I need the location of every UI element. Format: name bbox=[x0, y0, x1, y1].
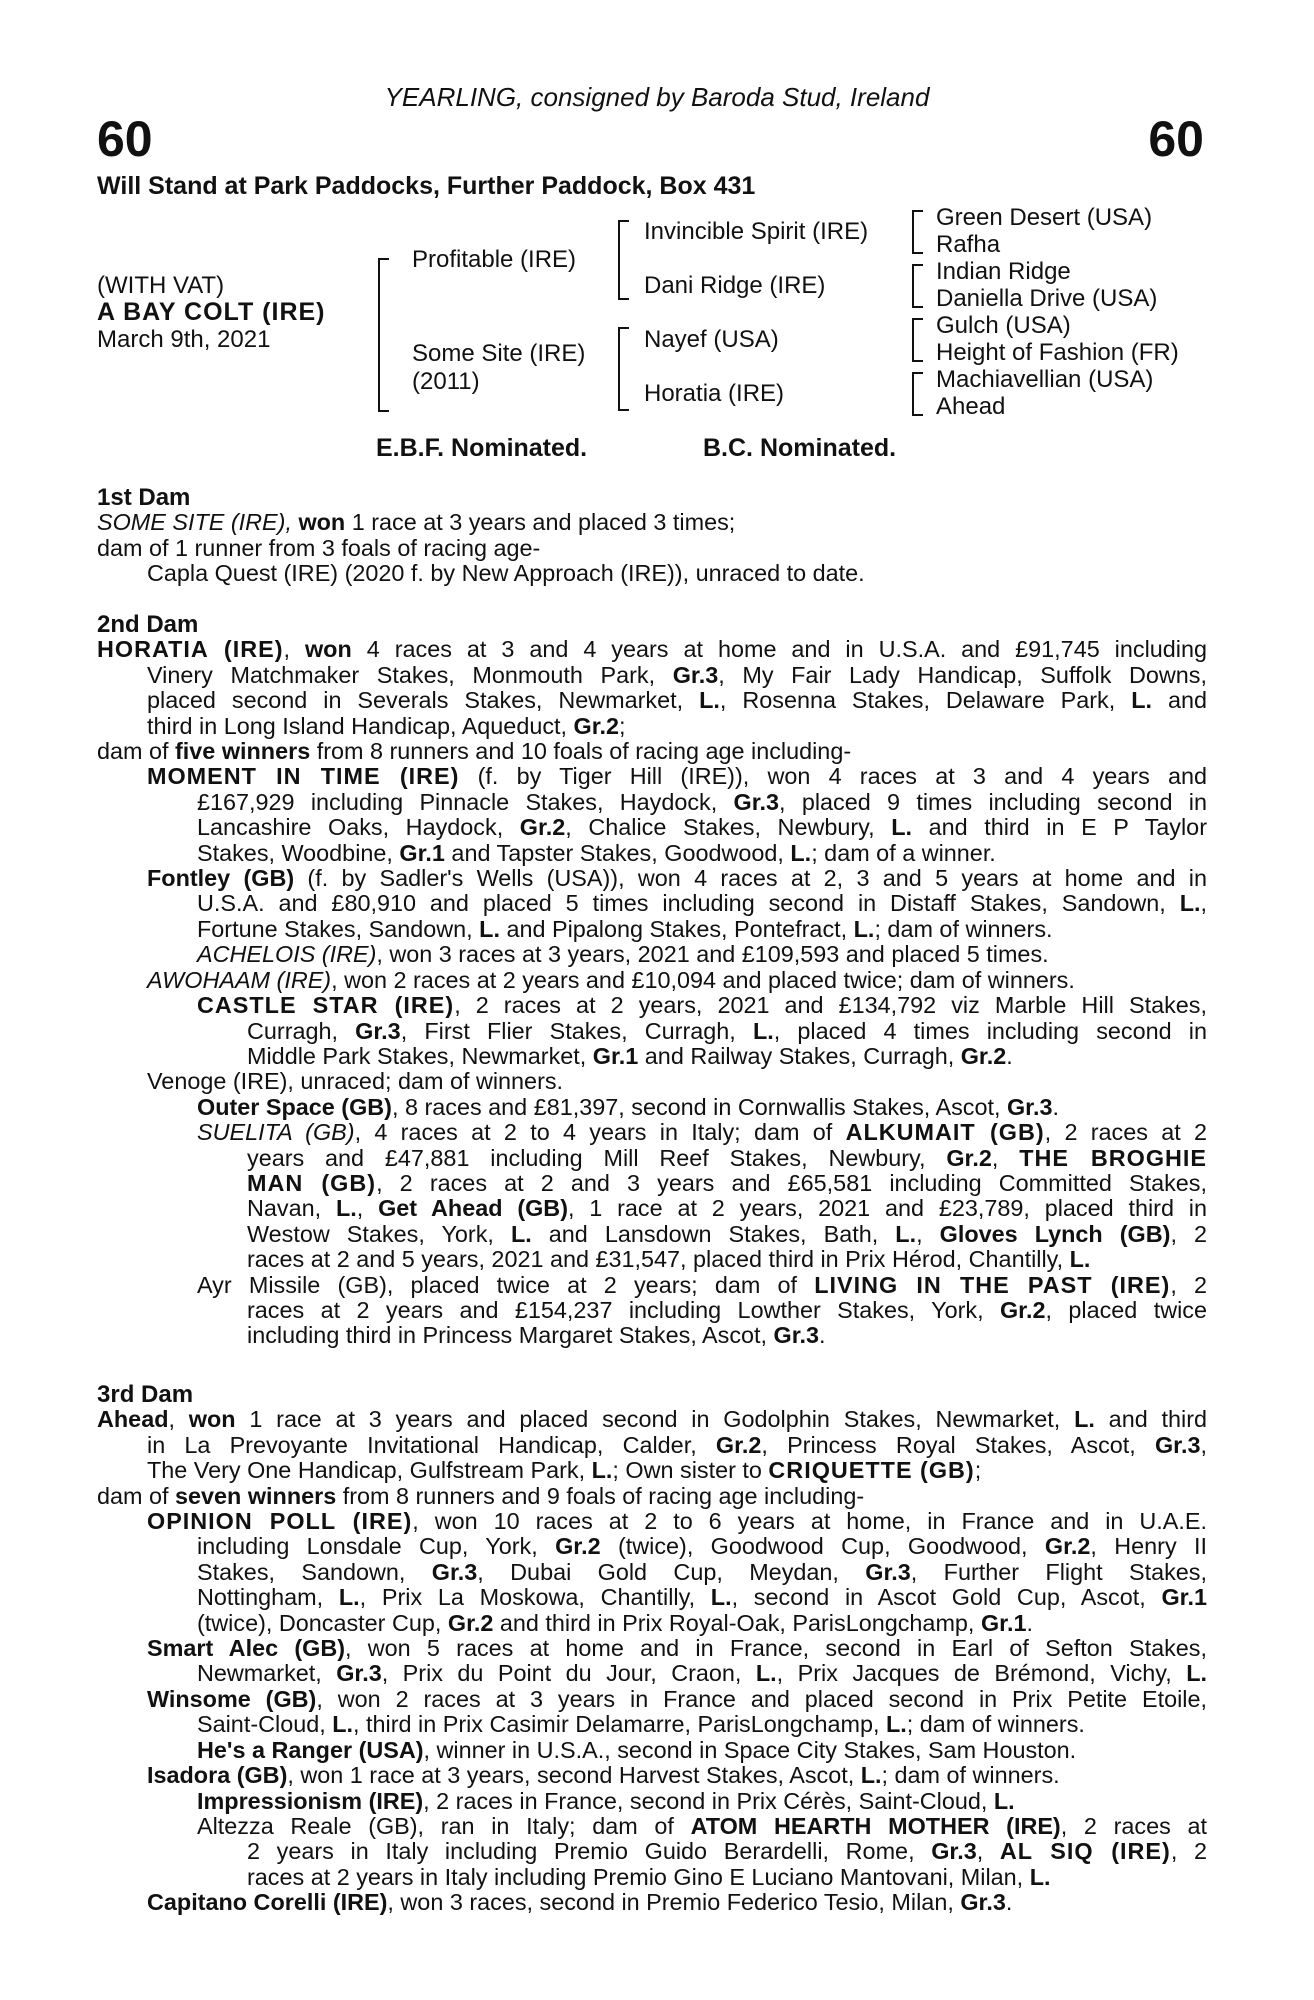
third-dam-line: Capitano Corelli (IRE), won 3 races, second in Premio Federico Tesio, Milan, Gr.3. bbox=[147, 1889, 1013, 1916]
lot-number-right: 60 bbox=[1148, 111, 1204, 167]
second-dam-line: Ayr Missile (GB), placed twice at 2 years; dam of LIVING IN THE PAST (IRE), 2 bbox=[197, 1271, 1207, 1298]
second-dam-line: years and £47,881 including Mill Reef Stakes, Newbury, Gr.2, THE BROGHIE bbox=[247, 1144, 1208, 1171]
third-dam-line: Altezza Reale (GB), ran in Italy; dam of ATOM HEARTH MOTHER (IRE), 2 races at bbox=[197, 1812, 1207, 1839]
third-dam-line: in La Prevoyante Invitational Handicap, Calder, Gr.2, Princess Royal Stakes, Ascot, Gr.3, bbox=[147, 1431, 1207, 1458]
first-dam-line: Capla Quest (IRE) (2020 f. by New Approach (IRE)), unraced to date. bbox=[147, 560, 865, 587]
third-dam-line: dam of seven winners from 8 runners and 9 foals of racing age including- bbox=[97, 1482, 865, 1509]
second-dam-line: ACHELOIS (IRE), won 3 races at 3 years, 2021 and £109,593 and placed 5 times. bbox=[197, 941, 1049, 968]
second-dam-heading: 2nd Dam bbox=[97, 611, 199, 638]
ggp-8: Ahead bbox=[936, 393, 1006, 420]
brace-ggp-4 bbox=[912, 372, 923, 416]
second-dam-line: Westow Stakes, York, L. and Lansdown Stakes, Bath, L., Gloves Lynch (GB), 2 bbox=[247, 1220, 1207, 1247]
second-dam-line: Venoge (IRE), unraced; dam of winners. bbox=[147, 1068, 564, 1095]
second-dam-line: £167,929 including Pinnacle Stakes, Haydock, Gr.3, placed 9 times including second in bbox=[197, 788, 1207, 815]
brace-sire-dam bbox=[378, 258, 389, 412]
second-dam-line: U.S.A. and £80,910 and placed 5 times including second in Distaff Stakes, Sandown, L., bbox=[197, 890, 1207, 917]
bc-nomination: B.C. Nominated. bbox=[703, 434, 897, 462]
sire-sire: Invincible Spirit (IRE) bbox=[644, 218, 869, 245]
ggp-6: Height of Fashion (FR) bbox=[936, 339, 1179, 366]
sire-dam: Dani Ridge (IRE) bbox=[644, 272, 826, 299]
third-dam-line: 2 years in Italy including Premio Guido Berardelli, Rome, Gr.3, AL SIQ (IRE), 2 bbox=[247, 1838, 1207, 1865]
ebf-nomination: E.B.F. Nominated. bbox=[376, 434, 588, 462]
sire: Profitable (IRE) bbox=[412, 246, 577, 273]
third-dam-line: The Very One Handicap, Gulfstream Park, L.; Own sister to CRIQUETTE (GB); bbox=[147, 1457, 982, 1484]
dam: Some Site (IRE) bbox=[412, 340, 586, 367]
third-dam-line: Newmarket, Gr.3, Prix du Point du Jour, Craon, L., Prix Jacques de Brémond, Vichy, L. bbox=[197, 1660, 1207, 1687]
second-dam-line: MOMENT IN TIME (IRE) (f. by Tiger Hill (IRE)), won 4 races at 3 and 4 years and bbox=[147, 763, 1207, 790]
second-dam-line: MAN (GB), 2 races at 2 and 3 years and £65,581 including Committed Stakes, bbox=[247, 1169, 1207, 1196]
horse-name: A BAY COLT (IRE) bbox=[97, 298, 326, 326]
third-dam-line: including Lonsdale Cup, York, Gr.2 (twice), Goodwood Cup, Goodwood, Gr.2, Henry II bbox=[197, 1533, 1208, 1560]
brace-ggp-1 bbox=[912, 210, 923, 254]
third-dam-line: OPINION POLL (IRE), won 10 races at 2 to 6 years at home, in France and in U.A.E. bbox=[147, 1508, 1207, 1535]
second-dam-line: Fontley (GB) (f. by Sadler's Wells (USA)), won 4 races at 2, 3 and 5 years at home and in bbox=[147, 865, 1208, 892]
ggp-5: Gulch (USA) bbox=[936, 312, 1071, 339]
ggp-2: Rafha bbox=[936, 231, 1001, 258]
second-dam-line: Curragh, Gr.3, First Flier Stakes, Curragh, L., placed 4 times including second in bbox=[247, 1017, 1207, 1044]
second-dam-line: Navan, L., Get Ahead (GB), 1 race at 2 years, 2021 and £23,789, placed third in bbox=[247, 1195, 1207, 1222]
third-dam-line: He's a Ranger (USA), winner in U.S.A., second in Space City Stakes, Sam Houston. bbox=[197, 1736, 1077, 1763]
second-dam-line: Stakes, Woodbine, Gr.1 and Tapster Stakes, Goodwood, L.; dam of a winner. bbox=[197, 839, 996, 866]
third-dam-section bbox=[97, 1382, 1207, 1916]
dam-dam: Horatia (IRE) bbox=[644, 380, 785, 407]
ggp-3: Indian Ridge bbox=[936, 258, 1071, 285]
dam-year: (2011) bbox=[412, 368, 480, 395]
second-dam-line: Vinery Matchmaker Stakes, Monmouth Park, Gr.3, My Fair Lady Handicap, Suffolk Downs, bbox=[147, 661, 1207, 688]
consignment-line: YEARLING, consigned by Baroda Stud, Ireland bbox=[384, 82, 930, 112]
third-dam-line: Stakes, Sandown, Gr.3, Dubai Gold Cup, Meydan, Gr.3, Further Flight Stakes, bbox=[197, 1558, 1207, 1585]
third-dam-line: (twice), Doncaster Cup, Gr.2 and third in Prix Royal-Oak, ParisLongchamp, Gr.1. bbox=[197, 1609, 1033, 1636]
foaling-date: March 9th, 2021 bbox=[97, 326, 271, 353]
second-dam-line: Fortune Stakes, Sandown, L. and Pipalong Stakes, Pontefract, L.; dam of winners. bbox=[197, 915, 1053, 942]
first-dam-line: SOME SITE (IRE), won 1 race at 3 years and placed 3 times; bbox=[97, 509, 736, 536]
third-dam-line: Winsome (GB), won 2 races at 3 years in France and placed second in Prix Petite Etoile, bbox=[147, 1685, 1207, 1712]
first-dam-heading: 1st Dam bbox=[97, 484, 191, 511]
second-dam-line: HORATIA (IRE), won 4 races at 3 and 4 years at home and in U.S.A. and £91,745 including bbox=[97, 636, 1208, 663]
first-dam-section bbox=[97, 485, 1207, 587]
brace-dam-parents bbox=[618, 327, 629, 411]
vat-note: (WITH VAT) bbox=[97, 272, 225, 299]
second-dam-line: dam of five winners from 8 runners and 10 foals of racing age including- bbox=[97, 738, 852, 765]
second-dam-line: AWOHAAM (IRE), won 2 races at 2 years and £10,094 and placed twice; dam of winners. bbox=[147, 966, 1075, 993]
ggp-1: Green Desert (USA) bbox=[936, 204, 1153, 231]
brace-sire-parents bbox=[618, 220, 629, 300]
second-dam-line: Middle Park Stakes, Newmarket, Gr.1 and Railway Stakes, Curragh, Gr.2. bbox=[247, 1042, 1013, 1069]
lot-number-left: 60 bbox=[97, 111, 153, 167]
third-dam-line: races at 2 years in Italy including Premio Gino E Luciano Mantovani, Milan, L. bbox=[247, 1863, 1051, 1890]
third-dam-line: Nottingham, L., Prix La Moskowa, Chantilly, L., second in Ascot Gold Cup, Ascot, Gr.1 bbox=[197, 1584, 1207, 1611]
second-dam-section bbox=[97, 612, 1207, 1349]
third-dam-line: Ahead, won 1 race at 3 years and placed second in Godolphin Stakes, Newmarket, L. and third bbox=[97, 1406, 1208, 1433]
ggp-7: Machiavellian (USA) bbox=[936, 366, 1154, 393]
second-dam-line: SUELITA (GB), 4 races at 2 to 4 years in Italy; dam of ALKUMAIT (GB), 2 races at 2 bbox=[197, 1119, 1208, 1146]
second-dam-line: placed second in Severals Stakes, Newmarket, L., Rosenna Stakes, Delaware Park, L. and bbox=[147, 687, 1207, 714]
stable-location: Will Stand at Park Paddocks, Further Paddock, Box 431 bbox=[97, 172, 756, 200]
second-dam-line: races at 2 and 5 years, 2021 and £31,547, placed third in Prix Hérod, Chantilly, L. bbox=[247, 1246, 1091, 1273]
dam-sire: Nayef (USA) bbox=[644, 326, 779, 353]
second-dam-line: third in Long Island Handicap, Aqueduct, Gr.2; bbox=[147, 712, 626, 739]
third-dam-line: Saint-Cloud, L., third in Prix Casimir Delamarre, ParisLongchamp, L.; dam of winners. bbox=[197, 1711, 1085, 1738]
third-dam-line: Impressionism (IRE), 2 races in France, second in Prix Cérès, Saint-Cloud, L. bbox=[197, 1787, 1015, 1814]
second-dam-line: including third in Princess Margaret Stakes, Ascot, Gr.3. bbox=[247, 1322, 826, 1349]
second-dam-line: races at 2 years and £154,237 including Lowther Stakes, York, Gr.2, placed twice bbox=[247, 1296, 1207, 1323]
brace-ggp-2 bbox=[912, 264, 923, 308]
third-dam-line: Isadora (GB), won 1 race at 3 years, second Harvest Stakes, Ascot, L.; dam of winners. bbox=[147, 1762, 1060, 1789]
second-dam-line: CASTLE STAR (IRE), 2 races at 2 years, 2021 and £134,792 viz Marble Hill Stakes, bbox=[197, 992, 1207, 1019]
first-dam-line: dam of 1 runner from 3 foals of racing age- bbox=[97, 534, 541, 561]
third-dam-line: Smart Alec (GB), won 5 races at home and in France, second in Earl of Sefton Stakes, bbox=[147, 1635, 1207, 1662]
second-dam-line: Lancashire Oaks, Haydock, Gr.2, Chalice Stakes, Newbury, L. and third in E P Taylor bbox=[197, 814, 1207, 841]
second-dam-line: Outer Space (GB), 8 races and £81,397, second in Cornwallis Stakes, Ascot, Gr.3. bbox=[197, 1093, 1059, 1120]
third-dam-heading: 3rd Dam bbox=[97, 1381, 194, 1408]
brace-ggp-3 bbox=[912, 318, 923, 362]
ggp-4: Daniella Drive (USA) bbox=[936, 285, 1158, 312]
